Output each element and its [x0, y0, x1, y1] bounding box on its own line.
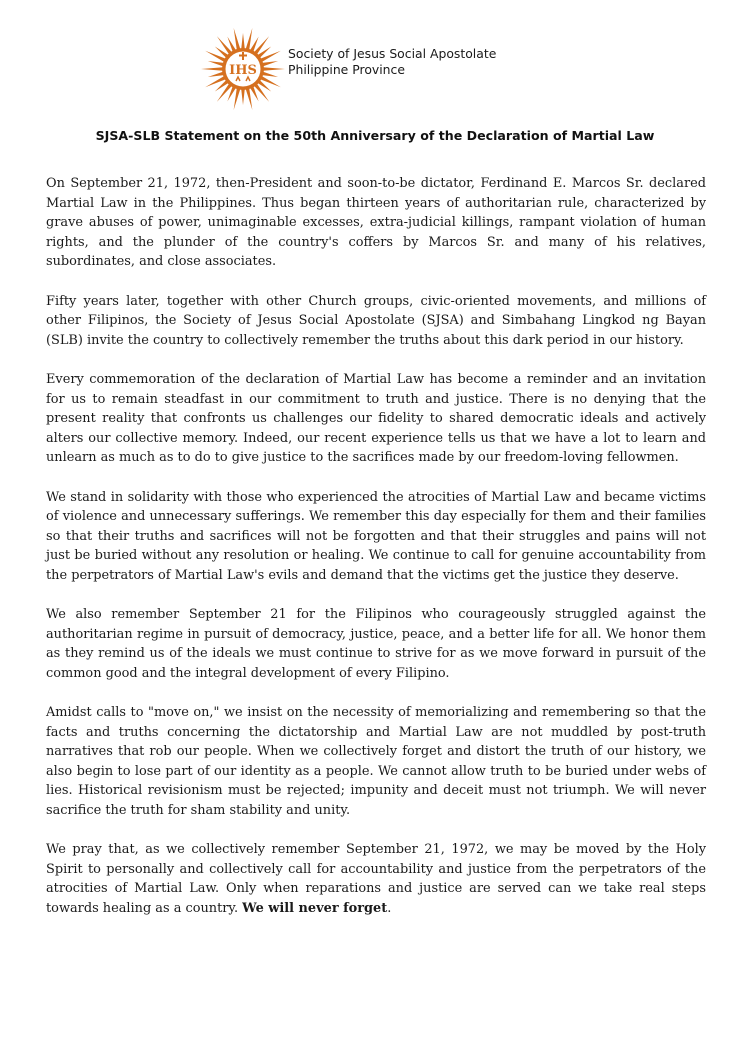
- paragraph-2: Fifty years later, together with other Church groups, civic-oriented movements, and millions of other Filipinos, the Society of Jesus Social Apostolate (SJSA) and Simbahang Lingkod ng Bayan (SLB) invite the country to collectively remember the truths about this dark period in our history.: [46, 293, 706, 348]
- logo-ray: [217, 83, 232, 101]
- organization-line-1: Society of Jesus Social Apostolate: [288, 46, 497, 61]
- paragraph-7-text: We pray that, as we collectively remember September 21, 1972, we may be moved by the Holy Spirit to personally and collectively call for accountability and justice from the perpetrators of the atrocities of Martial Law. Only when reparations and justice are served can we take real steps towards healing as a country.: [46, 842, 706, 916]
- logo-ray: [241, 33, 245, 49]
- logo-ray: [201, 67, 223, 71]
- logo-ray: [241, 89, 245, 105]
- logo-ray: [254, 83, 269, 101]
- logo-ray: [263, 67, 285, 71]
- paragraph-6: Amidst calls to "move on," we insist on the necessity of memorializing and remembering so that the facts and truths concerning the dictatorship and Martial Law are not muddled by post-truth narratives that rob our people. When we collectively forget and distort the truth of our history, we also begin to lose part of our identity as a people. We cannot allow truth to be buried under webs of lies. Historical revisionism must be rejected; impunity and deceit must not triumph. We will never sacrifice the truth for sham stability and unity.: [46, 705, 706, 818]
- paragraph-5: We also remember September 21 for the Filipinos who courageously struggled against the authoritarian regime in pursuit of democracy, justice, peace, and a better life for all. We honor them as they remind us of the ideals we must continue to strive for as we move forward in pursuit of the common good and the integral development of every Filipino.: [46, 607, 706, 681]
- organization-name: [288, 46, 496, 78]
- ihs-sunburst-icon: [200, 26, 286, 112]
- logo-ray: [217, 36, 232, 54]
- letterhead: [200, 26, 600, 112]
- paragraph-3: Every commemoration of the declaration of Martial Law has become a reminder and an invitation for us to remain steadfast in our commitment to truth and justice. There is no denying that the present reality that confronts us challenges our fidelity to shared democratic ideals and actively alters our collective memory. Indeed, our recent experience tells us that we have a lot to learn and unlearn as much as to do to give justice to the sacrifices made by our freedom-loving fellowmen.: [46, 371, 706, 466]
- logo-ray: [254, 36, 269, 54]
- logo-ray: [234, 88, 241, 110]
- paragraph-4: We stand in solidarity with those who experienced the atrocities of Martial Law and became victims of violence and unnecessary sufferings. We remember this day especially for them and their families so that their truths and sacrifices will not be forgotten and that their struggles and pains will not just be buried without any resolution or healing. We continue to call for genuine accountability from the perpetrators of Martial Law's evils and demand that the victims get the justice they deserve.: [46, 489, 706, 583]
- logo-monogram: IHS: [229, 63, 257, 78]
- logo-ray: [262, 61, 278, 66]
- closing-period: .: [387, 900, 392, 916]
- logo-ray: [208, 72, 224, 77]
- organization-line-2: Philippine Province: [288, 62, 405, 77]
- logo-ray: [234, 28, 241, 50]
- statement-body: [46, 174, 706, 938]
- logo-ray: [262, 72, 278, 77]
- statement-title: SJSA-SLB Statement on the 50th Anniversary of the Declaration of Martial Law: [95, 128, 655, 143]
- logo-ray: [208, 61, 224, 66]
- closing-emphasis: We will never forget: [242, 900, 388, 916]
- paragraph-7: [46, 840, 706, 918]
- paragraph-1: On September 21, 1972, then-President and soon-to-be dictator, Ferdinand E. Marcos Sr. declared Martial Law in the Philippines. Thus began thirteen years of authoritarian rule, characterized by grave abuses of power, unimaginable excesses, extra-judicial killings, rampant violation of human rights, and the plunder of the country's coffers by Marcos Sr. and many of his relatives, subordinates, and close associates.: [46, 176, 706, 270]
- logo-ray: [246, 88, 253, 110]
- logo-ray: [246, 28, 253, 50]
